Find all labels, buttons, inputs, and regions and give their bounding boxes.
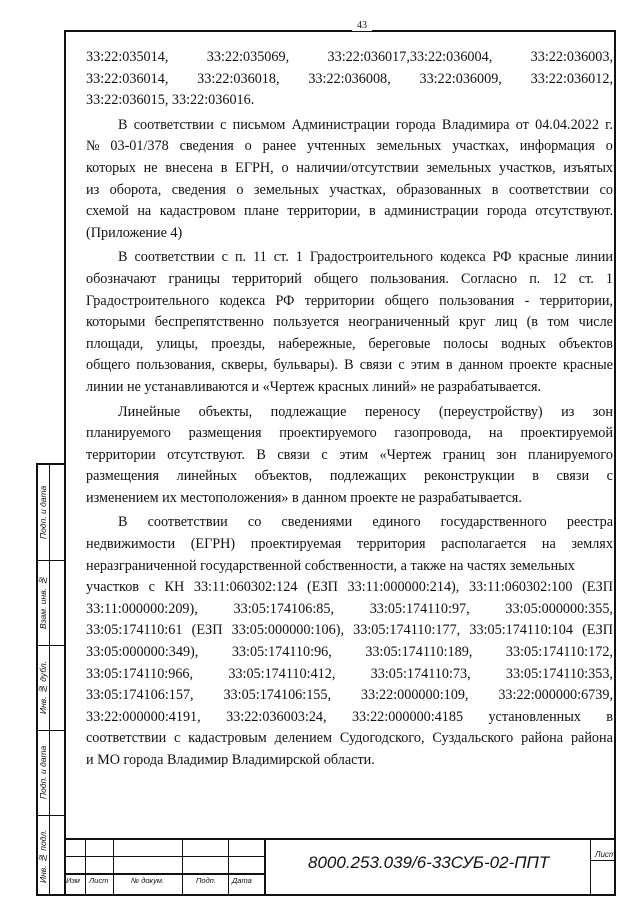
text-line — [86, 556, 613, 578]
word: Согласно — [461, 270, 518, 287]
word: обозначают — [86, 270, 157, 287]
word: В — [344, 357, 354, 374]
word: этим — [339, 446, 369, 463]
title-block-column-rule — [85, 838, 86, 896]
word: единого — [372, 514, 421, 531]
word: с — [321, 446, 328, 463]
paragraph — [86, 115, 613, 245]
text-line — [86, 534, 613, 556]
word: (в — [526, 314, 539, 331]
word: учтенных — [307, 138, 366, 155]
text-line — [86, 136, 613, 158]
word: скверы, — [221, 357, 268, 374]
word: с — [174, 730, 181, 747]
paragraph — [86, 512, 613, 771]
word: размещения — [188, 425, 262, 442]
word: том — [547, 314, 570, 331]
word: о — [605, 138, 613, 155]
text-line — [86, 512, 613, 534]
title-block-column-label: Подп. — [196, 876, 216, 885]
word: на — [488, 425, 503, 442]
word: В — [118, 514, 128, 531]
word: соответствии — [147, 514, 228, 531]
word: 33:11:060302:100 — [468, 579, 573, 596]
text-fragment: 33:22:035069, — [206, 49, 290, 65]
word: в — [491, 181, 499, 198]
text-fragment: 33:11:000000:209), — [86, 600, 198, 617]
word: п. — [529, 270, 541, 287]
word: улицы, — [156, 335, 199, 352]
word: проезды, — [211, 335, 266, 352]
word: числе — [578, 314, 613, 331]
word: плане — [243, 203, 279, 220]
word: (ЕГРН) — [190, 536, 236, 553]
word: связи — [556, 468, 590, 485]
paragraph — [86, 247, 613, 398]
word: ЕГРН, — [235, 159, 274, 176]
word: отсутствуют. — [167, 446, 245, 463]
word: из — [561, 403, 575, 420]
word: отсутствуют. — [535, 203, 613, 220]
text-fragment: линии не устанавливаются и «Чертеж красных линий» не разрабатывается. — [86, 378, 542, 395]
title-block-column-label: Изм — [66, 876, 80, 885]
word: красные — [518, 249, 569, 266]
text-fragment: изменением их местоположения» в данном проекте не разрабатывается. — [86, 489, 522, 506]
document-body — [86, 47, 613, 772]
text-line — [86, 269, 613, 291]
word: администрации — [384, 203, 479, 220]
word: образованных — [396, 181, 482, 198]
word: информация — [519, 138, 595, 155]
word: соответствии — [86, 730, 167, 747]
word: 33:05:000000:106), — [231, 622, 344, 639]
word: Владимира — [441, 116, 510, 133]
text-fragment: 33:05:174106:157, — [86, 687, 194, 704]
text-line — [86, 577, 613, 599]
word: 33:11:060302:124 — [193, 579, 298, 596]
word: общего — [86, 357, 131, 374]
word: кадастровым — [188, 730, 267, 747]
word: территории — [86, 446, 156, 463]
word: земельных — [426, 159, 492, 176]
word: о — [281, 159, 289, 176]
word: территорий — [232, 270, 302, 287]
word: общего — [313, 270, 359, 287]
title-block-top-rule — [64, 838, 616, 840]
text-fragment: 33:05:174106:85, — [233, 600, 334, 617]
word: водных — [501, 335, 546, 352]
title-block-row-rule — [590, 860, 616, 861]
word: пользования, — [136, 357, 215, 374]
word: подлежащих — [329, 468, 407, 485]
word: района — [521, 730, 564, 747]
word: лиц — [494, 314, 518, 331]
title-block-column-rule — [590, 838, 591, 896]
word: в — [369, 203, 376, 220]
text-fragment: 33:05:174110:412, — [228, 665, 336, 682]
text-line — [86, 47, 613, 69]
word: набережные, — [278, 335, 356, 352]
word: планируемого — [86, 425, 171, 442]
word: переносу — [364, 403, 421, 420]
word: Градостроительного — [309, 249, 433, 266]
word: площади, — [86, 335, 144, 352]
text-fragment: 33:05:174106:155, — [223, 687, 332, 704]
word: проектируемого — [279, 425, 377, 442]
word: в — [532, 468, 539, 485]
text-line — [86, 158, 613, 180]
text-fragment: 33:05:174110:73, — [370, 665, 471, 682]
word: со — [599, 181, 613, 198]
text-fragment: 33:22:000000:4185 — [351, 708, 464, 725]
text-line — [86, 201, 613, 223]
word: от — [515, 116, 529, 133]
word: делением — [274, 730, 332, 747]
word: которыми — [86, 314, 146, 331]
text-line — [86, 402, 613, 424]
word: 1 — [605, 270, 613, 287]
word: связи — [277, 446, 310, 463]
text-fragment: 33:22:036008, — [308, 70, 391, 87]
word: земельных — [376, 138, 442, 155]
word: 33:11:000000:214), — [347, 579, 460, 596]
word: объектов, — [254, 468, 313, 485]
word: пользования — [439, 292, 515, 309]
word: территория — [356, 536, 426, 553]
title-block-column-rule — [113, 838, 114, 896]
word: сведениями — [281, 514, 353, 531]
word: газопровода, — [394, 425, 472, 442]
word: сведения — [171, 181, 226, 198]
text-line — [86, 728, 613, 750]
word: не — [143, 159, 158, 176]
word: соответствии — [508, 181, 590, 198]
word: в — [445, 357, 453, 374]
text-fragment: 33:05:174110:189, — [365, 644, 473, 661]
word: круг — [458, 314, 486, 331]
text-fragment: 33:22:000000:109, — [360, 687, 469, 704]
title-block-column-label: № докум. — [131, 876, 165, 885]
word: РФ — [275, 292, 295, 309]
text-fragment: 33:05:000000:349), — [86, 644, 199, 661]
text-fragment: 33:22:036015, 33:22:036016. — [86, 92, 255, 109]
page-number: 43 — [352, 20, 372, 31]
word: общего — [384, 292, 429, 309]
word: линейных — [176, 468, 237, 485]
word: полосы — [443, 335, 489, 352]
word: этим — [410, 357, 440, 374]
word: участках, — [329, 181, 386, 198]
word: ранее — [262, 138, 297, 155]
word: проектируемой — [520, 425, 613, 442]
text-line — [86, 620, 613, 642]
word: (ЕЗП — [582, 622, 613, 639]
word: РФ — [492, 249, 512, 266]
text-line — [86, 312, 613, 334]
word: участков — [86, 579, 139, 596]
word: государственного — [440, 514, 547, 531]
text-fragment: 33:22:036018, — [197, 70, 280, 87]
text-fragment: 33:05:174110:97, — [369, 600, 470, 617]
word: Градостроительного — [86, 292, 210, 309]
text-fragment: 33:22:035014, — [86, 49, 169, 65]
sheet-label: Лист — [595, 850, 616, 859]
text-fragment: 33:05:174110:172, — [505, 644, 613, 661]
word: города — [486, 203, 527, 220]
word: располагается — [441, 536, 527, 553]
word: (ЕЗП — [191, 622, 223, 639]
word: (переустройству) — [438, 403, 543, 420]
word: внесена — [165, 159, 213, 176]
word: наличии/отсутствии — [296, 159, 419, 176]
margin-stamp-label: Взам. инв. № — [38, 575, 48, 630]
paragraph — [86, 47, 613, 112]
word: Суздальского — [432, 730, 514, 747]
text-fragment: 33:22:036014, — [86, 70, 169, 87]
word: подлежащие — [270, 403, 347, 420]
word: оборота, — [109, 181, 162, 198]
word: со — [247, 514, 262, 531]
text-fragment: неразграниченной государственной собственности, а также на частях земельных — [86, 557, 575, 574]
word: реконструкции — [424, 468, 515, 485]
word: неограниченный — [348, 314, 450, 331]
text-fragment: 33:05:174110:353, — [505, 665, 613, 682]
text-line — [86, 334, 613, 356]
text-line — [86, 599, 613, 621]
text-fragment: 33:22:036012, — [530, 70, 613, 87]
text-fragment: 33:22:000000:4191, — [86, 708, 201, 725]
title-block-row-rule — [64, 856, 264, 857]
word: территории — [304, 292, 375, 309]
word: проекте — [509, 357, 557, 374]
margin-stamp-label: Инв. № подл. — [38, 829, 48, 884]
word: «Чертеж — [379, 446, 432, 463]
text-line — [86, 488, 613, 510]
word: территории, — [539, 292, 613, 309]
word: (ЕЗП — [307, 579, 338, 596]
word: ст. — [578, 270, 594, 287]
title-block-column-label: Лист — [89, 876, 109, 885]
word: 33:05:174110:104 — [469, 622, 573, 639]
text-line — [86, 69, 613, 91]
word: землях — [571, 536, 613, 553]
text-fragment: и МО города Владимир Владимирской области. — [86, 752, 375, 768]
word: реестра — [566, 514, 613, 531]
word: соответствии — [133, 116, 214, 133]
word: с — [606, 468, 613, 485]
word: проектируемая — [250, 536, 342, 553]
word: изъятых — [563, 159, 613, 176]
word: кодекса — [219, 292, 266, 309]
word: участках, — [452, 138, 509, 155]
word: 12 — [552, 270, 567, 287]
text-fragment: 33:22:000000:6739, — [498, 687, 613, 704]
word: данном — [458, 357, 504, 374]
word: - — [524, 292, 530, 309]
word: 03-01/378 — [110, 138, 169, 155]
word: размещения — [86, 468, 160, 485]
document-code: 8000.253.039/6-33СУБ-02-ППТ — [308, 853, 550, 872]
margin-stamp — [36, 463, 64, 896]
text-line — [86, 247, 613, 269]
word: из — [86, 181, 100, 198]
word: В — [118, 249, 128, 266]
word: с — [221, 249, 228, 266]
text-line — [86, 115, 613, 137]
word: которых — [86, 159, 136, 176]
margin-stamp-label: Подп. и дата — [38, 745, 48, 800]
title-block-column-label: Дата — [232, 876, 252, 885]
word: участков, — [499, 159, 556, 176]
text-line — [86, 685, 613, 707]
word: города — [395, 116, 436, 133]
word: КН — [164, 579, 185, 596]
word: на — [541, 536, 556, 553]
text-fragment: (Приложение 4) — [86, 224, 183, 241]
word: № — [86, 138, 100, 155]
word: В — [118, 116, 128, 133]
text-line — [86, 223, 613, 245]
text-fragment: 33:05:174110:96, — [231, 644, 332, 661]
word: района — [570, 730, 613, 747]
word: в — [220, 159, 228, 176]
word: п. — [234, 249, 247, 266]
text-line — [86, 445, 613, 467]
word: земельных — [253, 181, 319, 198]
text-fragment: 33:22:036017,33:22:036004, — [327, 49, 493, 65]
word: сведения — [179, 138, 234, 155]
word: границ — [442, 446, 485, 463]
word: о — [236, 181, 244, 198]
title-block-column-rule — [182, 838, 183, 896]
text-line — [86, 180, 613, 202]
text-line — [86, 642, 613, 664]
word: связи — [359, 357, 393, 374]
word: Судогодского, — [339, 730, 425, 747]
word: объекты, — [198, 403, 253, 420]
text-line — [86, 466, 613, 488]
word: на — [137, 203, 152, 220]
word: В — [256, 446, 266, 463]
word: зон — [496, 446, 517, 463]
word: (ЕЗП — [582, 579, 613, 596]
word: г. — [605, 116, 613, 133]
margin-stamp-label: Подп. и дата — [38, 485, 48, 540]
word: территории, — [287, 203, 361, 220]
text-fragment: 33:05:174110:966, — [86, 665, 194, 682]
word: 1 — [295, 249, 303, 266]
word: пользуется — [273, 314, 340, 331]
text-line — [86, 750, 613, 772]
word: красные — [562, 357, 613, 374]
word: о — [244, 138, 252, 155]
title-block-column-rule — [264, 838, 266, 896]
word: береговые — [368, 335, 431, 352]
text-line — [86, 291, 613, 313]
title-block-column-rule — [228, 838, 229, 896]
word: 04.04.2022 — [535, 116, 599, 133]
text-line — [86, 664, 613, 686]
word: пользования. — [370, 270, 449, 287]
word: 33:05:174110:177, — [353, 622, 461, 639]
text-line — [86, 377, 613, 399]
word: линии — [575, 249, 613, 266]
word: письмом — [232, 116, 286, 133]
word: соответствии — [134, 249, 215, 266]
word: зон — [592, 403, 613, 420]
word: планируемого — [528, 446, 613, 463]
word: недвижимости — [86, 536, 176, 553]
title-block-column-rule — [64, 838, 66, 896]
text-line — [86, 423, 613, 445]
text-fragment: в — [606, 708, 613, 725]
word: схемой — [86, 203, 129, 220]
word: с — [148, 579, 155, 596]
word: Линейные — [118, 403, 181, 420]
word: кодекса — [439, 249, 486, 266]
word: границы — [168, 270, 221, 287]
word: Администрации — [291, 116, 390, 133]
word: ст. — [273, 249, 289, 266]
word: с — [398, 357, 405, 374]
word: с — [220, 116, 227, 133]
text-line — [86, 90, 613, 112]
text-line — [86, 355, 613, 377]
margin-stamp-label: Инв. № дубл. — [38, 660, 48, 715]
text-line — [86, 707, 613, 729]
word: кадастровом — [159, 203, 236, 220]
word: беспрепятственно — [154, 314, 264, 331]
text-fragment: 33:22:036003, — [530, 49, 613, 65]
text-fragment: 33:05:000000:355, — [505, 600, 613, 617]
text-fragment: установленных — [488, 708, 581, 725]
paragraph — [86, 402, 613, 510]
word: 33:05:174110:61 — [86, 622, 183, 639]
text-fragment: 33:22:036009, — [419, 70, 502, 87]
text-fragment: 33:22:036003:24, — [226, 708, 327, 725]
word: 11 — [253, 249, 267, 266]
word: объектов — [558, 335, 613, 352]
word: бульвары). — [273, 357, 338, 374]
title-block-row-rule — [64, 873, 264, 875]
